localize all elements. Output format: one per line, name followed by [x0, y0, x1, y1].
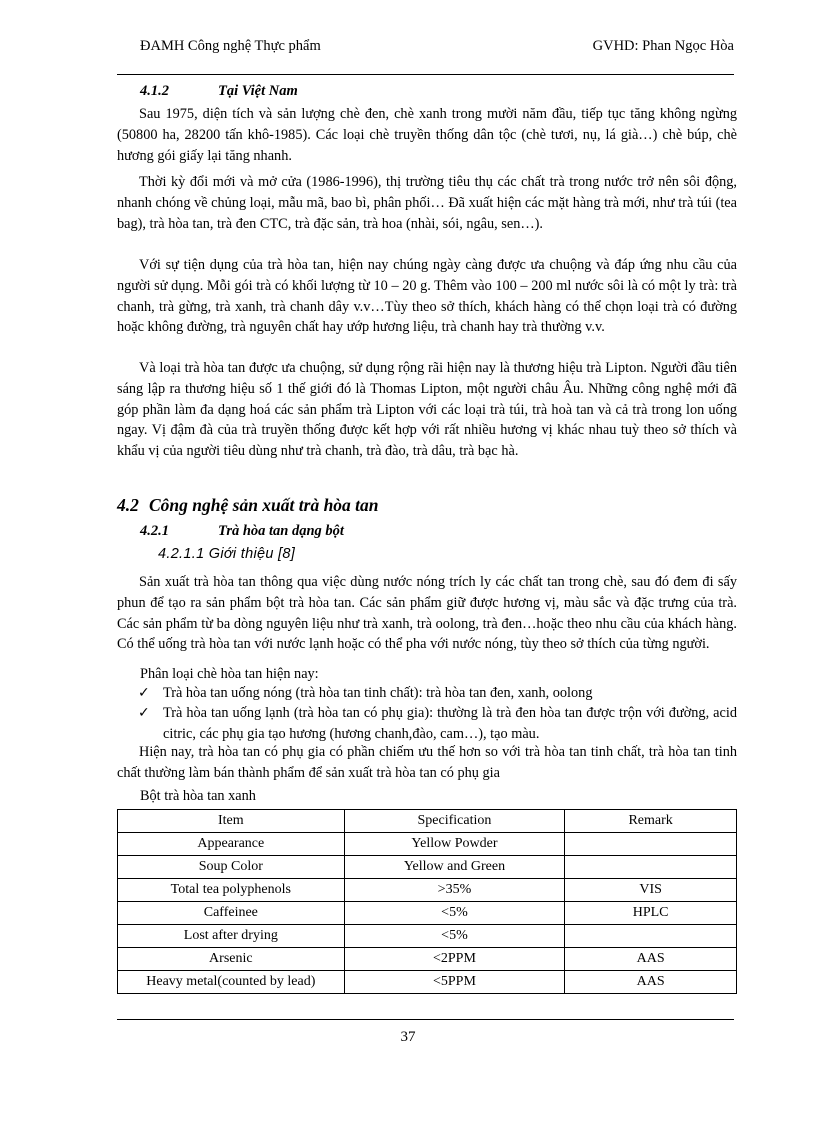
cell-item: Caffeinee [118, 902, 345, 925]
classification-label: Phân loại chè hòa tan hiện nay: [140, 666, 319, 682]
page-number: 37 [400, 1029, 416, 1045]
paragraph-after-1975: Sau 1975, diện tích và sản lượng chè đen, chè xanh trong mười năm đầu, tiếp tục tăng không ngừng (50800 ha, 28200 tấn khô-1985). Các loại chè truyền thống dân tộc (chè tươi, nụ, lá già…) chè búp, chè hương gói giấy lại tăng nhanh. [117, 106, 737, 164]
paragraph-hien-nay: Hiện nay, trà hòa tan có phụ gia có phần chiếm ưu thế hơn so với trà hòa tan tinh chất, trà hòa tan tinh chất thường làm bán thành phẩm để sản xuất trà hòa tan có phụ gia [117, 744, 737, 781]
heading-4-2 [117, 495, 379, 516]
cell-remark [565, 925, 737, 948]
paragraph-lipton: Và loại trà hòa tan được ưa chuộng, sử dụng rộng rãi hiện nay là thương hiệu trà Lipton. Người đầu tiên sáng lập ra thương hiệu số 1 thế giới đó là Thomas Lipton, một người châu Âu. Những công nghệ mới đã góp phần làm đa dạng hoá các sản phẩm trà Lipton với các loại trà túi, trà hoà tan và cả trà trong lon uống ngay. Vị đậm đà của trà truyền thống được kết hợp với rất nhiều hương vị khác nhau tuỳ theo sở thích và khẩu vị của người tiêu dùng như trà chanh, trà đào, trà dâu, trà bạc hà. [117, 360, 737, 460]
table-caption: Bột trà hòa tan xanh [140, 788, 256, 804]
heading-4-2-1-1: 4.2.1.1 Giới thiệu [8] [158, 546, 296, 562]
cell-specification: <5% [344, 925, 565, 948]
cell-remark: AAS [565, 948, 737, 971]
cell-specification: Yellow and Green [344, 856, 565, 879]
cell-item: Arsenic [118, 948, 345, 971]
table-row [118, 902, 737, 925]
cell-item: Total tea polyphenols [118, 879, 345, 902]
table-row [118, 833, 737, 856]
table-row [118, 971, 737, 994]
heading-title: Trà hòa tan dạng bột [218, 523, 344, 539]
cell-item: Soup Color [118, 856, 345, 879]
cell-remark: AAS [565, 971, 737, 994]
checklist-text: Trà hòa tan uống nóng (trà hòa tan tinh chất): trà hòa tan đen, xanh, oolong [163, 685, 593, 701]
paragraph-doi-moi: Thời kỳ đổi mới và mở cửa (1986-1996), thị trường tiêu thụ các chất trà trong nước trở nên sôi động, nhanh chóng về chủng loại, mẫu mã, bao bì, phân phối… Đã xuất hiện các mặt hàng trà mới, như trà túi (tea bag), trà hòa tan, trà đen CTC, trà đặc sản, trà hoa (nhài, sói, ngâu, sen…). [117, 174, 737, 232]
cell-item: Appearance [118, 833, 345, 856]
cell-specification: Yellow Powder [344, 833, 565, 856]
specification-table [117, 809, 737, 994]
footer-divider [117, 1019, 734, 1020]
header-cell-specification: Specification [344, 810, 565, 833]
checklist-item-cold [138, 703, 737, 745]
paragraph-intro: Sản xuất trà hòa tan thông qua việc dùng nước nóng trích ly các chất tan trong chè, sau đó đem đi sấy phun để tạo ra sản phẩm bột trà hòa tan. Các sản phẩm giữ được hương vị, màu sắc và đặc trưng của trà. Các sản phẩm từ ba dòng nguyên liệu như trà xanh, trà oolong, trà đen…hoặc theo nhu cầu của khách hàng. Có thể uống trà hòa tan với nước lạnh hoặc có thể pha với nước nóng, tùy theo sở thích của từng người. [117, 574, 737, 653]
cell-specification: <5% [344, 902, 565, 925]
heading-number: 4.2 [117, 495, 139, 515]
cell-remark [565, 856, 737, 879]
header-cell-item: Item [118, 810, 345, 833]
cell-item: Heavy metal(counted by lead) [118, 971, 345, 994]
heading-number: 4.1.2 [140, 83, 169, 99]
checklist-item-hot [138, 683, 737, 704]
cell-specification: <2PPM [344, 948, 565, 971]
header-instructor: GVHD: Phan Ngọc Hòa [592, 38, 734, 54]
table-row [118, 948, 737, 971]
cell-specification: <5PPM [344, 971, 565, 994]
heading-4-2-1 [140, 523, 344, 540]
cell-remark [565, 833, 737, 856]
table-header-row [118, 810, 737, 833]
table-row [118, 925, 737, 948]
heading-number: 4.2.1 [140, 523, 169, 539]
header-cell-remark: Remark [565, 810, 737, 833]
checkmark-icon: ✓ [138, 705, 150, 721]
paragraph-tien-dung: Với sự tiện dụng của trà hòa tan, hiện nay chúng ngày càng được ưa chuộng và đáp ứng nhu cầu của người sử dụng. Mỗi gói trà có khối lượng từ 10 – 20 g. Thêm vào 100 – 200 ml nước sôi là có một ly trà: trà chanh, trà gừng, trà xanh, trà chanh dây v.v…Tùy theo sở thích, khách hàng có thể chọn loại trà có đường hoặc không đường, trà nguyên chất hay ướp hương liệu, trà chanh hay trà thường v.v. [117, 257, 737, 336]
checkmark-icon: ✓ [138, 685, 150, 701]
heading-title: Công nghệ sản xuất trà hòa tan [149, 495, 379, 515]
heading-4-1-2 [140, 83, 298, 100]
table-row [118, 879, 737, 902]
heading-title: Tại Việt Nam [218, 83, 298, 99]
cell-remark: VIS [565, 879, 737, 902]
header-course-title: ĐAMH Công nghệ Thực phẩm [140, 38, 321, 54]
cell-item: Lost after drying [118, 925, 345, 948]
checklist-text: Trà hòa tan uống lạnh (trà hòa tan có phụ gia): thường là trà đen hòa tan được trộn với đường, acid citric, các phụ gia tạo hương (hương chanh,đào, cam…), tạo màu. [163, 705, 737, 742]
header-divider [117, 74, 734, 75]
table-row [118, 856, 737, 879]
cell-specification: >35% [344, 879, 565, 902]
cell-remark: HPLC [565, 902, 737, 925]
